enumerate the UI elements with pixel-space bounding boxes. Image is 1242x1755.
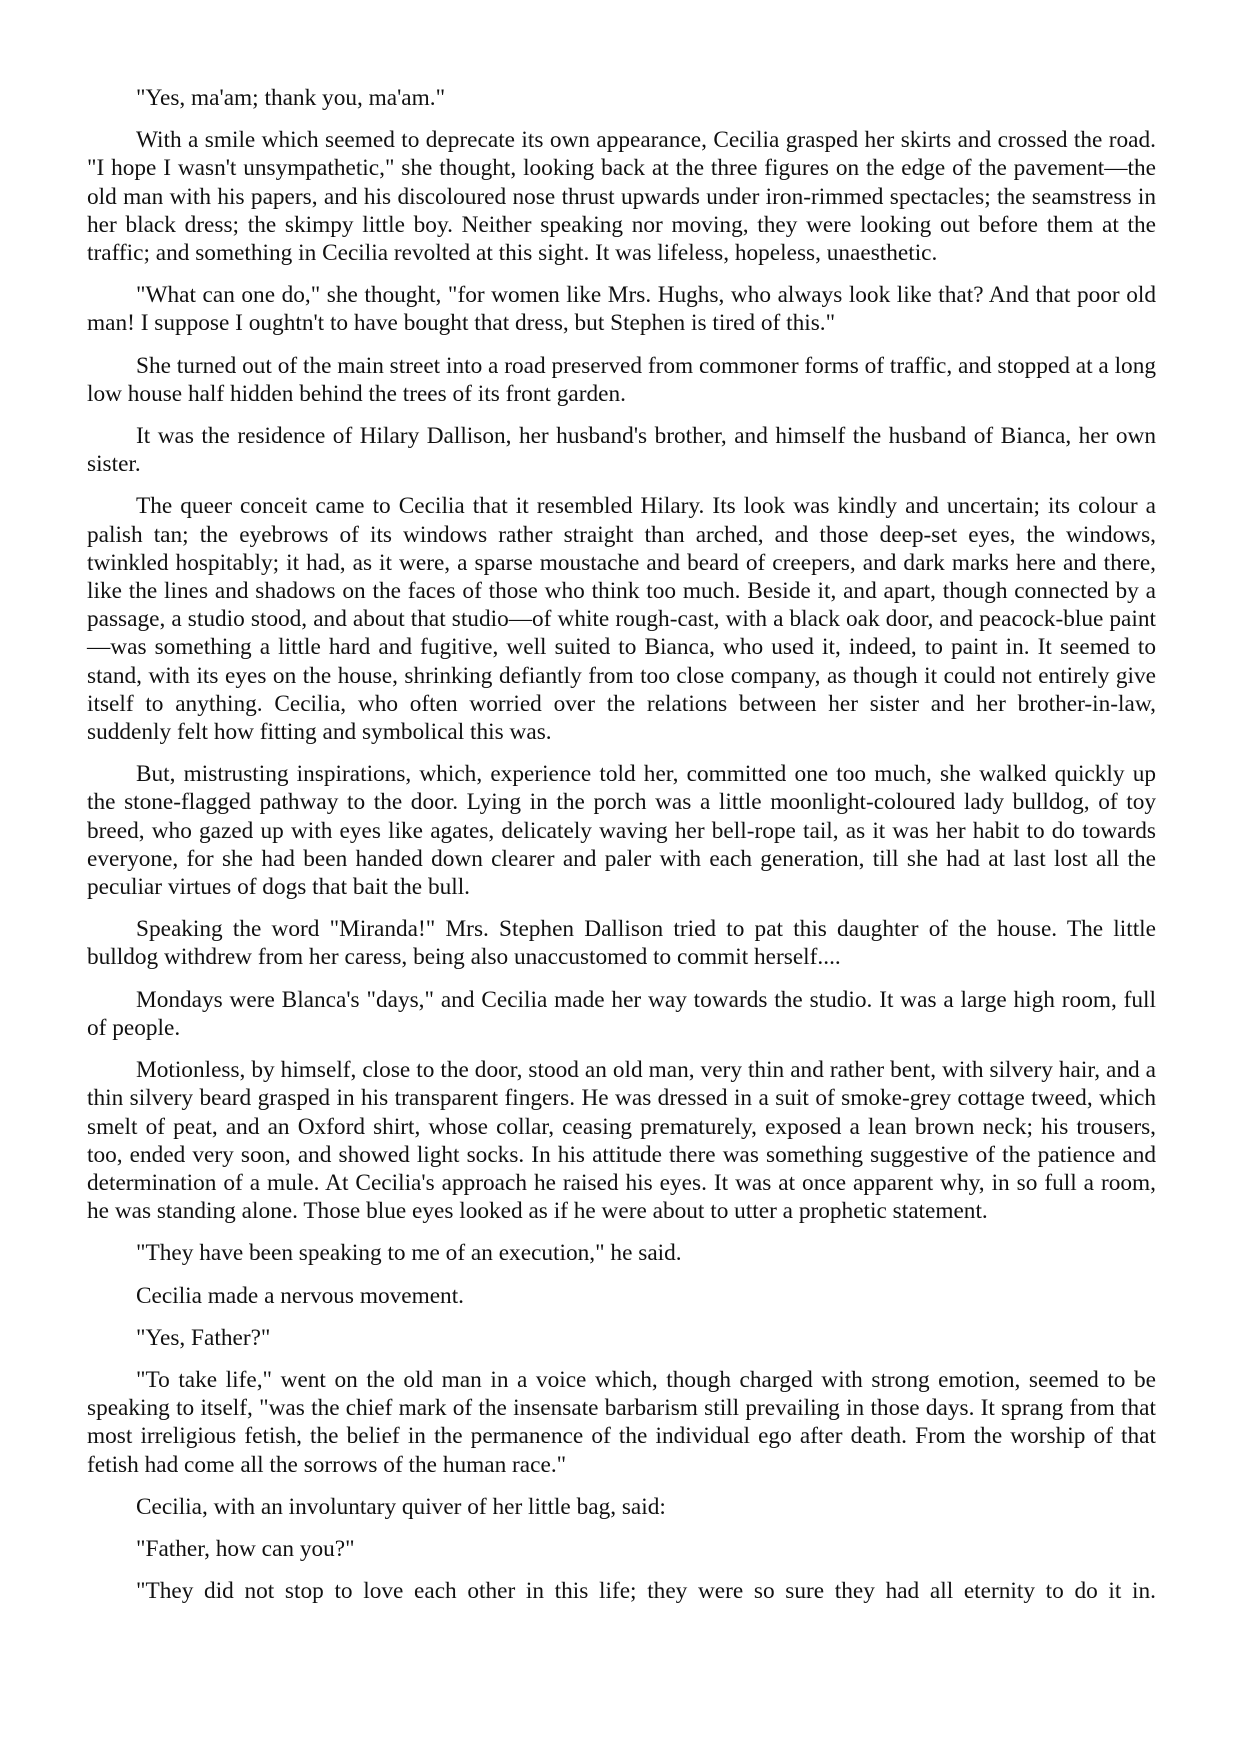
- paragraph: With a smile which seemed to deprecate its own appearance, Cecilia grasped her skirts and crossed the road. "I hope I wasn't unsympathetic," she thought, looking back at the three figures on the edge of the pavement—the old man with his papers, and his discoloured nose thrust upwards under iron-rimmed spectacles; the seamstress in her black dress; the skimpy little boy. Neither speaking nor moving, they were looking out before them at the traffic; and something in Cecilia revolted at this sight. It was lifeless, hopeless, unaesthetic.: [87, 127, 1156, 267]
- paragraph: "They have been speaking to me of an execution," he said.: [136, 1240, 682, 1267]
- paragraph: Mondays were Blanca's "days," and Cecilia made her way towards the studio. It was a large high room, full of people.: [87, 986, 1156, 1041]
- paragraph: She turned out of the main street into a road preserved from commoner forms of traffic, and stopped at a long low house half hidden behind the trees of its front garden.: [87, 352, 1156, 407]
- paragraph: Cecilia made a nervous movement.: [136, 1282, 464, 1309]
- paragraph: It was the residence of Hilary Dallison, her husband's brother, and himself the husband of Bianca, her own sister.: [87, 423, 1156, 478]
- paragraph: "To take life," went on the old man in a voice which, though charged with strong emotion, seemed to be speaking to itself, "was the chief mark of the insensate barbarism still prevailing in those days. It sprang from that most irreligious fetish, the belief in the permanence of the individual ego after death. From the worship of that fetish had come all the sorrows of the human race.": [87, 1366, 1156, 1478]
- paragraph: Cecilia, with an involuntary quiver of her little bag, said:: [136, 1493, 666, 1520]
- paragraph: Motionless, by himself, close to the door, stood an old man, very thin and rather bent, with silvery hair, and a thin silvery beard grasped in his transparent fingers. He was dressed in a suit of smoke-grey cottage tweed, which smelt of peat, and an Oxford shirt, whose collar, ceasing prematurely, exposed a lean brown neck; his trousers, too, ended very soon, and showed light socks. In his attitude there was something suggestive of the patience and determination of a mule. At Cecilia's approach he raised his eyes. It was at once apparent why, in so full a room, he was standing alone. Those blue eyes looked as if he were about to utter a prophetic statement.: [87, 1057, 1156, 1225]
- paragraph: "What can one do," she thought, "for women like Mrs. Hughs, who always look like that? And that poor old man! I suppose I oughtn't to have bought that dress, but Stephen is tired of this.": [87, 282, 1156, 337]
- paragraph: "Yes, ma'am; thank you, ma'am.": [136, 85, 446, 111]
- paragraph: The queer conceit came to Cecilia that it resembled Hilary. Its look was kindly and uncertain; its colour a palish tan; the eyebrows of its windows rather straight than arched, and those deep-set eyes, the windows, twinkled hospitably; it had, as it were, a sparse moustache and beard of creepers, and dark marks here and there, like the lines and shadows on the faces of those who think too much. Beside it, and apart, though connected by a passage, a studio stood, and about that studio—of white rough-cast, with a black oak door, and peacock-blue paint—was something a little hard and fugitive, well suited to Bianca, who used it, indeed, to paint in. It seemed to stand, with its eyes on the house, shrinking defiantly from too close company, as though it could not entirely give itself to anything. Cecilia, who often worried over the relations between her sister and her brother-in-law, suddenly felt how fitting and symbolical this was.: [87, 493, 1156, 746]
- book-page: [87, 84, 1156, 1605]
- paragraph: But, mistrusting inspirations, which, experience told her, committed one too much, she walked quickly up the stone-flagged pathway to the door. Lying in the porch was a little moonlight-coloured lady bulldog, of toy breed, who gazed up with eyes like agates, delicately waving her bell-rope tail, as it was her habit to do towards everyone, for she had been handed down clearer and paler with each generation, till she had at last lost all the peculiar virtues of dogs that bait the bull.: [87, 761, 1156, 901]
- paragraph: "Yes, Father?": [136, 1324, 271, 1351]
- paragraph: Speaking the word "Miranda!" Mrs. Stephen Dallison tried to pat this daughter of the house. The little bulldog withdrew from her caress, being also unaccustomed to commit herself....: [87, 916, 1156, 971]
- paragraph-continued: "They did not stop to love each other in this life; they were so sure they had all eternity to do it in.: [136, 1578, 1156, 1605]
- paragraph: "Father, how can you?": [136, 1535, 355, 1562]
